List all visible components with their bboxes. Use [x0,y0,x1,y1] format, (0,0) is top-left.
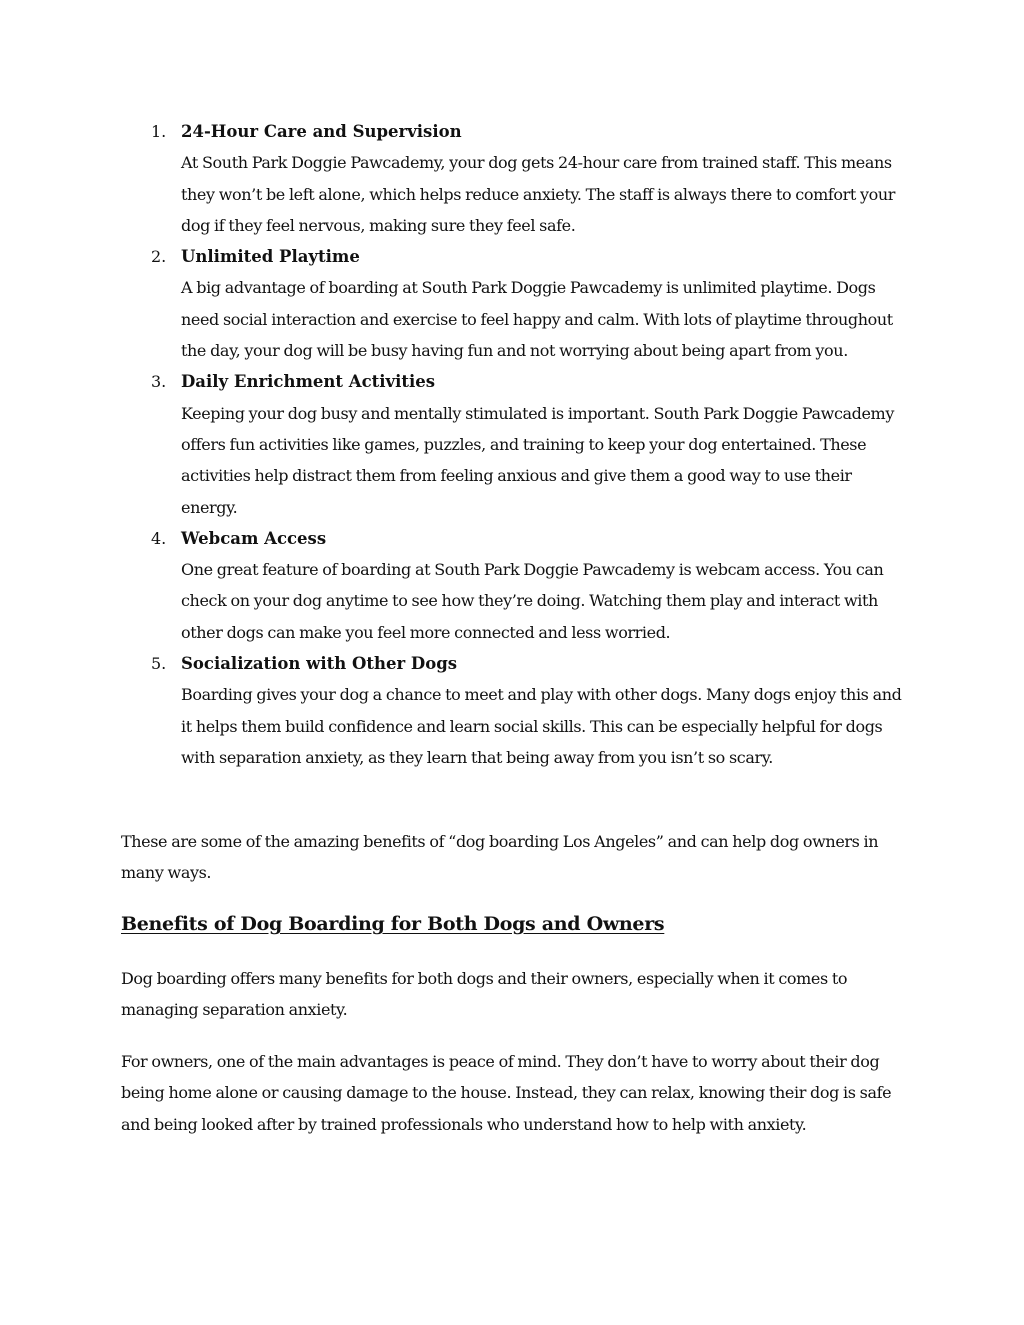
list-item-title: Webcam Access [181,528,327,548]
list-item-number: 1. [151,122,167,141]
list-item-body: Keeping your dog busy and mentally stimulated is important. South Park Doggie Pawcademy offers fun activities like games, puzzles, and training to keep your dog entertained. These activities help distract them from feeling anxious and give them a good way to use their energy. [181,403,894,517]
benefits-list [121,116,911,773]
list-item [121,648,911,773]
section-paragraph: For owners, one of the main advantages is peace of mind. They don’t have to worry about their dog being home alone or causing damage to the house. Instead, they can relax, knowing their dog is safe and being looked after by trained professionals who understand how to help with anxiety. [121,1052,892,1134]
list-item-number: 4. [151,528,167,548]
list-item-body: At South Park Doggie Pawcademy, your dog gets 24-hour care from trained staff. This means they won’t be left alone, which helps reduce anxiety. The staff is always there to comfort your dog if they feel nervous, making sure they feel safe. [181,153,896,235]
list-item [121,116,911,241]
section-heading: Benefits of Dog Boarding for Both Dogs and Owners [121,913,665,935]
section-paragraph: Dog boarding offers many benefits for both dogs and their owners, especially when it comes to managing separation anxiety. [121,969,848,1020]
list-item-title: Socialization with Other Dogs [181,654,458,674]
list-item-title: Daily Enrichment Activities [181,372,436,392]
list-item-number: 2. [151,247,167,267]
list-item-body: One great feature of boarding at South Park Doggie Pawcademy is webcam access. You can check on your dog anytime to see how they’re doing. Watching them play and interact with other dogs can make you feel more connected and less worried. [181,560,884,642]
list-item [121,241,911,366]
list-item-number: 3. [151,372,167,392]
list-item-title: Unlimited Playtime [181,247,360,267]
summary-paragraph: These are some of the amazing benefits of “dog boarding Los Angeles” and can help dog owners in many ways. [121,832,879,883]
list-item [121,523,911,648]
list-item-body: Boarding gives your dog a chance to meet and play with other dogs. Many dogs enjoy this and it helps them build confidence and learn social skills. This can be especially helpful for dogs with separation anxiety, as they learn that being away from you isn’t so scary. [181,685,902,767]
list-item-body: A big advantage of boarding at South Park Doggie Pawcademy is unlimited playtime. Dogs need social interaction and exercise to feel happy and calm. With lots of playtime throughout the day, your dog will be busy having fun and not worrying about being apart from you. [181,278,893,361]
list-item [121,366,911,522]
list-item-number: 5. [151,654,167,674]
list-item-title: 24-Hour Care and Supervision [181,122,462,141]
